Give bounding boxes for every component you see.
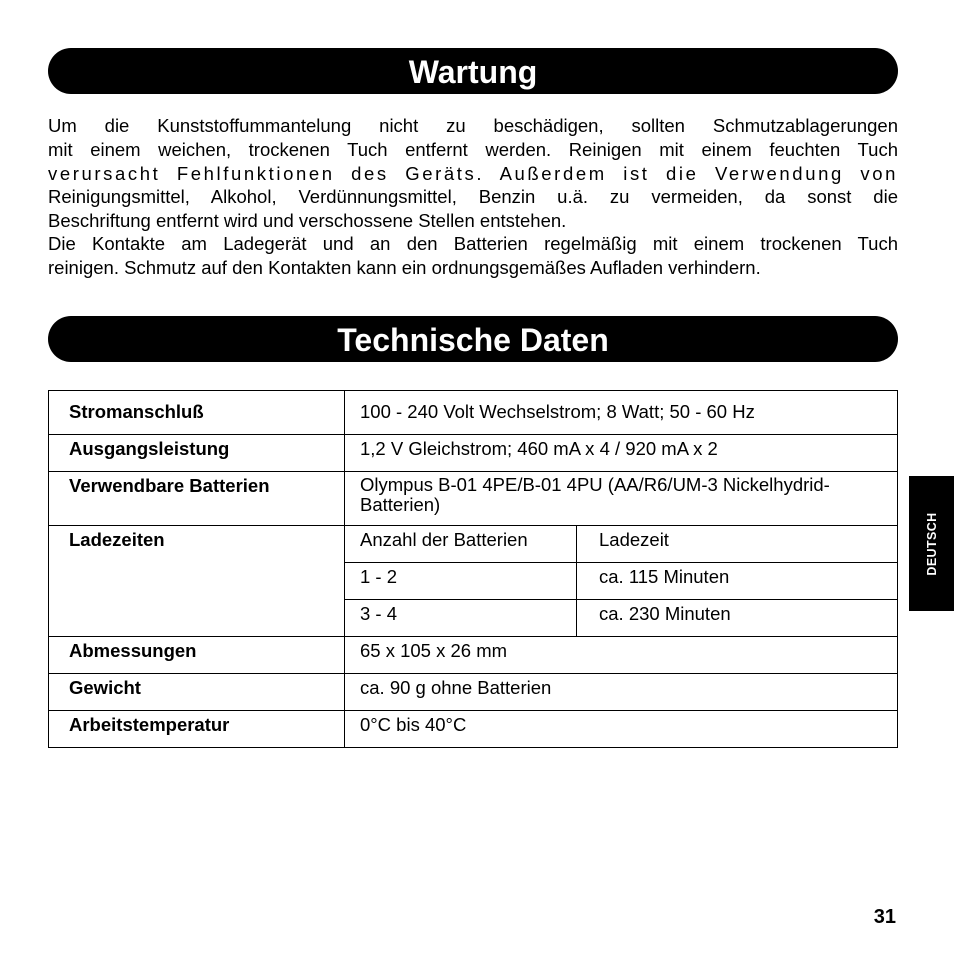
maintenance-paragraph-2	[48, 232, 898, 280]
charging-time: ca. 115 Minuten	[577, 563, 898, 600]
paragraph-line: Die Kontakte am Ladegerät und an den Batterien regelmäßig mit einem trockenen Tuch	[48, 233, 898, 254]
table-row	[49, 391, 898, 435]
paragraph-line: verursacht Fehlfunktionen des Geräts. Außerdem ist die Verwendung von	[48, 162, 898, 184]
table-row	[49, 674, 898, 711]
spec-value-line: Batterien)	[360, 494, 441, 515]
paragraph-line: reinigen. Schmutz auf den Kontakten kann ein ordnungsgemäßes Aufladen verhindern.	[48, 256, 761, 278]
charging-header-time: Ladezeit	[577, 526, 898, 563]
spec-label: Verwendbare Batterien	[49, 472, 345, 526]
table-row	[49, 435, 898, 472]
paragraph-line: Reinigungsmittel, Alkohol, Verdünnungsmittel, Benzin u.ä. zu vermeiden, da sonst die	[48, 186, 898, 208]
table-row	[49, 637, 898, 674]
language-tab-label: DEUTSCH	[924, 511, 939, 576]
spec-value: ca. 90 g ohne Batterien	[345, 674, 898, 711]
spec-value	[345, 472, 898, 526]
paragraph-line: mit einem weichen, trockenen Tuch entfernt werden. Reinigen mit einem feuchten Tuch	[48, 138, 898, 160]
spec-value: 1,2 V Gleichstrom; 460 mA x 4 / 920 mA x 2	[345, 435, 898, 472]
spec-label: Ladezeiten	[49, 526, 345, 637]
table-row	[49, 526, 898, 563]
table-row	[49, 711, 898, 748]
spec-value: 65 x 105 x 26 mm	[345, 637, 898, 674]
spec-label: Gewicht	[49, 674, 345, 711]
spec-value: 0°C bis 40°C	[345, 711, 898, 748]
spec-label: Ausgangsleistung	[49, 435, 345, 472]
spec-table	[48, 390, 898, 748]
charging-count: 1 - 2	[345, 563, 577, 600]
section-title-wartung: Wartung	[48, 48, 898, 94]
section-title-technische-daten: Technische Daten	[48, 316, 898, 362]
spec-label: Arbeitstemperatur	[49, 711, 345, 748]
spec-value: 100 - 240 Volt Wechselstrom; 8 Watt; 50 - 60 Hz	[345, 391, 898, 435]
language-tab	[909, 476, 954, 611]
maintenance-paragraph-1	[48, 114, 898, 233]
spec-label: Stromanschluß	[49, 391, 345, 435]
spec-label: Abmessungen	[49, 637, 345, 674]
charging-header-count: Anzahl der Batterien	[345, 526, 577, 563]
paragraph-line: Beschriftung entfernt wird und verschossene Stellen entstehen.	[48, 210, 567, 232]
charging-time: ca. 230 Minuten	[577, 600, 898, 637]
spec-value-line: Olympus B-01 4PE/B-01 4PU (AA/R6/UM-3 Nickelhydrid-	[360, 474, 830, 495]
table-row	[49, 472, 898, 526]
page-number: 31	[873, 906, 896, 928]
paragraph-line: Um die Kunststoffummantelung nicht zu beschädigen, sollten Schmutzablagerungen	[48, 115, 898, 136]
charging-count: 3 - 4	[345, 600, 577, 637]
